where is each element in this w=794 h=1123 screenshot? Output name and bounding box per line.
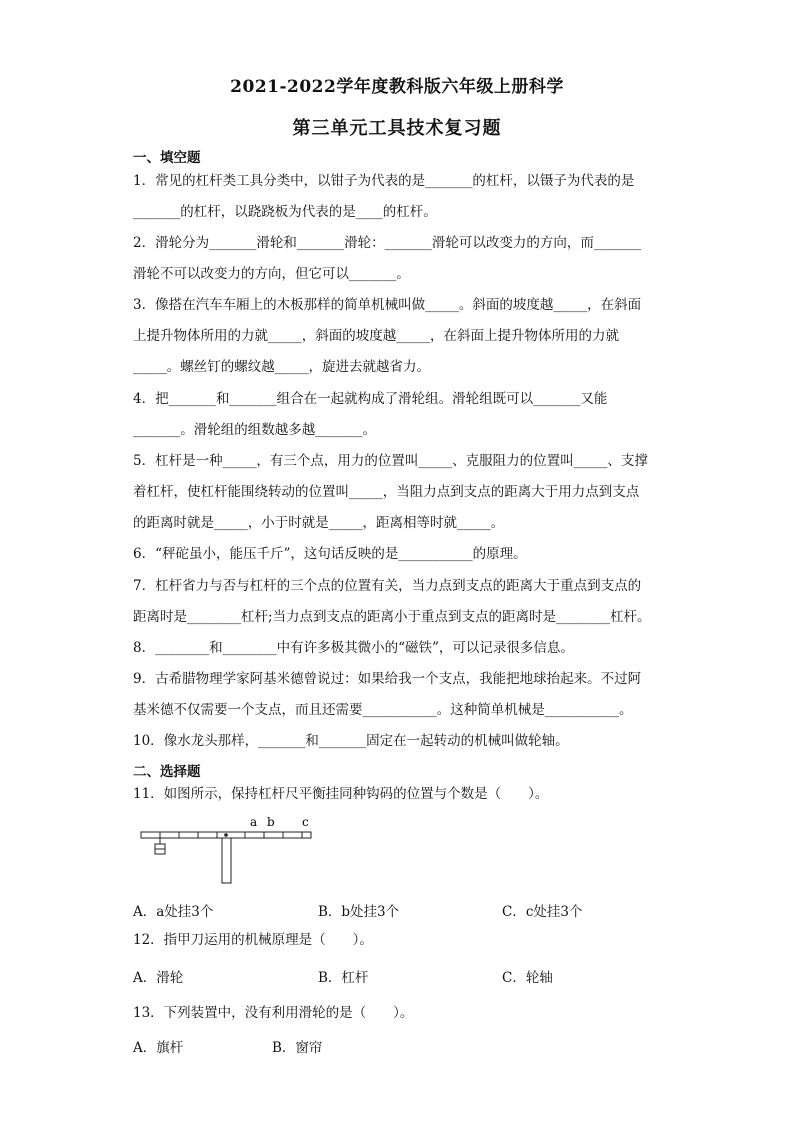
q11-option-c: C．c处挂3个 [502,904,583,920]
lever-label-b: b [267,815,275,829]
q12-option-b: B．杠杆 [318,970,369,986]
lever-stand [222,838,231,883]
section-heading-choice: 二、选择题 [133,764,201,780]
hook-weight-1 [155,844,165,849]
question-line: 2．滑轮分为_______滑轮和_______滑轮：_______滑轮可以改变力的方向，而_______ [133,235,642,251]
question-12-stem: 12．指甲刀运用的机械原理是（ ）。 [133,932,373,948]
question-11-stem: 11．如图所示，保持杠杆尺平衡挂同种钩码的位置与个数是（ ）。 [133,786,549,802]
lever-label-c: c [302,815,309,829]
lever-label-a: a [250,815,258,829]
question-line: 3．像搭在汽车车厢上的木板那样的简单机械叫做_____。斜面的坡度越_____，在斜面 [133,297,642,313]
q11-option-b: B．b处挂3个 [318,904,400,920]
q12-option-a: A．滑轮 [133,970,184,986]
lever-diagram [133,810,323,890]
question-line: 1．常见的杠杆类工具分类中，以钳子为代表的是_______的杠杆，以镊子为代表的是 [133,173,635,189]
q11-option-a: A．a处挂3个 [133,904,214,920]
worksheet-subtitle: 第三单元工具技术复习题 [292,118,502,139]
question-line: 基米德不仅需要一个支点，而且还需要___________。这种简单机械是___________。 [133,702,633,718]
question-line: 6．“秤砣虽小，能压千斤”，这句话反映的是___________的原理。 [133,546,527,562]
question-line: 着杠杆，使杠杆能围绕转动的位置叫_____，当阻力点到支点的距离大于用力点到支点 [133,484,640,500]
question-line: 滑轮不可以改变力的方向，但它可以_______。 [133,266,410,282]
question-line: _______的杠杆，以跷跷板为代表的是____的杠杆。 [133,204,437,220]
section-heading-fill: 一、填空题 [133,150,201,166]
question-line: 8．________和________中有许多极其微小的“磁铁”，可以记录很多信息。 [133,640,574,656]
q13-option-a: A．旗杆 [133,1040,184,1056]
q13-option-b: B．窗帘 [272,1040,323,1056]
question-line: 距离时是________杠杆;当力点到支点的距离小于重点到支点的距离时是________杠杆。 [133,609,651,625]
question-line: 上提升物体所用的力就_____，斜面的坡度越_____，在斜面上提升物体所用的力就 [133,328,619,344]
question-line: 5．杠杆是一种_____，有三个点，用力的位置叫_____、克服阻力的位置叫_____、支撑 [133,453,648,469]
question-13-stem: 13．下列装置中，没有利用滑轮的是（ ）。 [133,1005,414,1021]
question-line: 9．古希腊物理学家阿基米德曾说过：如果给我一个支点，我能把地球抬起来。不过阿 [133,671,642,687]
question-line: _______。滑轮组的组数越多越_______。 [133,422,376,438]
question-line: 7．杠杆省力与否与杠杆的三个点的位置有关，当力点到支点的距离大于重点到支点的 [133,578,642,594]
question-line: 10．像水龙头那样，_______和_______固定在一起转动的机械叫做轮轴。 [133,733,569,749]
question-line: 的距离时就是_____，小于时就是_____，距离相等时就_____。 [133,515,505,531]
worksheet-title: 2021-2022学年度教科版六年级上册科学 [230,77,564,97]
question-line: 4．把_______和_______组合在一起就构成了滑轮组。滑轮组既可以_______又能 [133,391,608,407]
lever-pivot [224,833,228,837]
q12-option-c: C．轮轴 [502,970,553,986]
question-line: _____。螺丝钉的螺纹越_____，旋进去就越省力。 [133,359,430,375]
hook-weight-2 [155,849,165,854]
